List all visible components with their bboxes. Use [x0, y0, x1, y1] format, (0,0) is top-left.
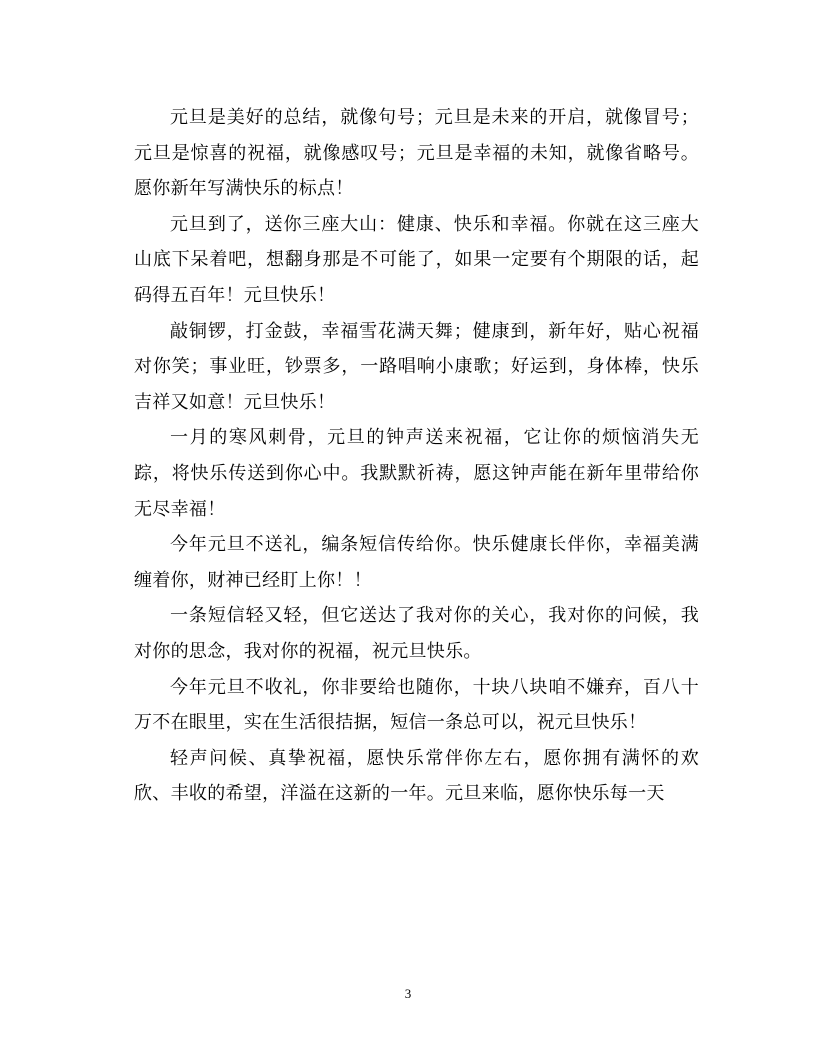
paragraph-5: 今年元旦不送礼，编条短信传给你。快乐健康长伴你，幸福美满缠着你，财神已经盯上你！！ [134, 534, 699, 591]
paragraph-1: 元旦是美好的总结，就像句号；元旦是未来的开启，就像冒号；元旦是惊喜的祝福，就像感叹号；元旦是幸福的未知，就像省略号。愿你新年写满快乐的标点！ [134, 107, 699, 200]
paragraph-3: 敲铜锣，打金鼓，幸福雪花满天舞；健康到，新年好，贴心祝福对你笑；事业旺，钞票多，一路唱响小康歌；好运到，身体棒，快乐吉祥又如意！元旦快乐！ [134, 320, 699, 413]
paragraph-8: 轻声问候、真挚祝福，愿快乐常伴你左右，愿你拥有满怀的欢欣、丰收的希望，洋溢在这新的一年。元旦来临，愿你快乐每一天 [134, 747, 699, 805]
page-number: 3 [404, 986, 412, 1001]
paragraph-2: 元旦到了，送你三座大山：健康、快乐和幸福。你就在这三座大山底下呆着吧，想翻身那是不可能了，如果一定要有个期限的话，起码得五百年！元旦快乐！ [134, 213, 699, 306]
paragraph-6: 一条短信轻又轻，但它送达了我对你的关心，我对你的问候，我对你的思念，我对你的祝福，祝元旦快乐。 [134, 605, 699, 662]
paragraph-7: 今年元旦不收礼，你非要给也随你，十块八块咱不嫌弃，百八十万不在眼里，实在生活很拮据，短信一条总可以，祝元旦快乐！ [134, 676, 699, 734]
paragraph-4: 一月的寒风刺骨，元旦的钟声送来祝福，它让你的烦恼消失无踪，将快乐传送到你心中。我默默祈祷，愿这钟声能在新年里带给你无尽幸福！ [134, 427, 699, 520]
document-body [134, 100, 699, 812]
